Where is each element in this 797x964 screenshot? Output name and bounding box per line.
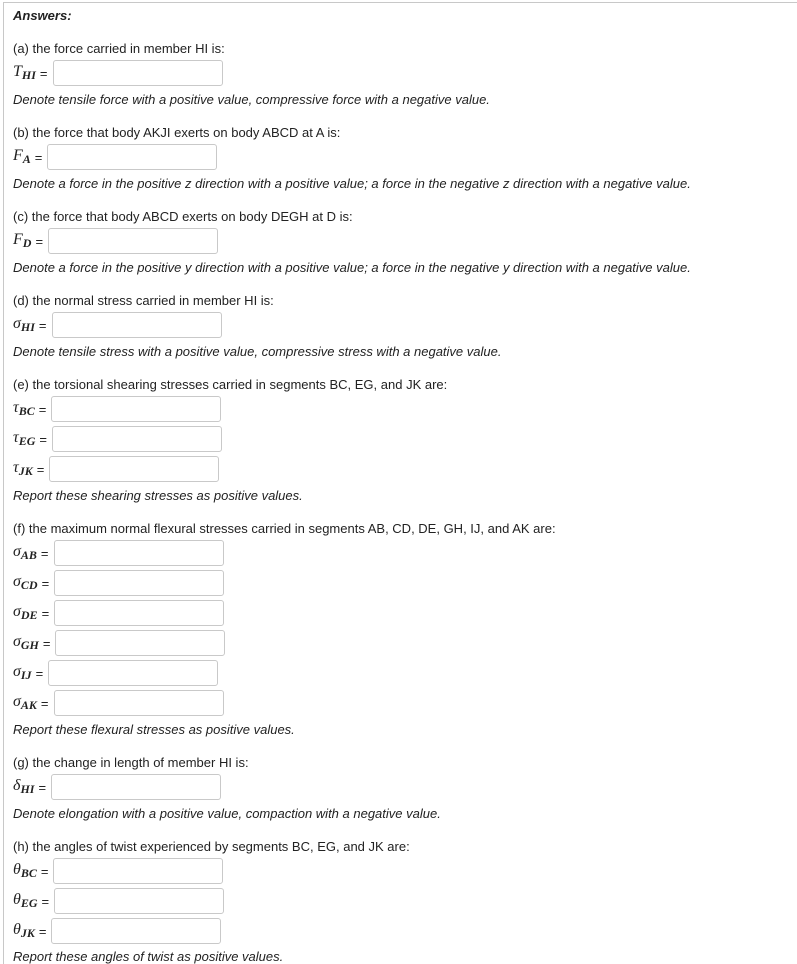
input-t-hi[interactable] [53, 60, 223, 86]
symbol-sigma-ak: $\sigma_{AK}$ [13, 693, 37, 712]
answer-row-sigma-hi: $\sigma_{HI}$ = [13, 311, 222, 339]
question-f: (f) the maximum normal flexural stresses carried in segments AB, CD, DE, GH, IJ, and AK are: [13, 521, 556, 536]
input-theta-jk[interactable] [51, 918, 221, 944]
question-e: (e) the torsional shearing stresses carried in segments BC, EG, and JK are: [13, 377, 448, 392]
answer-row-delta-hi: $\delta_{HI}$ = [13, 773, 221, 801]
answer-row-theta-jk: $\theta_{JK}$ = [13, 917, 221, 945]
answer-row-theta-bc: $\theta_{BC}$ = [13, 857, 223, 885]
note-g: Denote elongation with a positive value, compaction with a negative value. [13, 806, 441, 821]
answer-row-f-a: $F_A$ = [13, 143, 217, 171]
input-theta-bc[interactable] [53, 858, 223, 884]
symbol-f-a: $F_A$ [13, 147, 31, 166]
note-a: Denote tensile force with a positive value, compressive force with a negative value. [13, 92, 490, 107]
symbol-tau-eg: $\tau_{EG}$ [13, 429, 36, 448]
answer-row-tau-eg: $\tau_{EG}$ = [13, 425, 222, 453]
answer-row-theta-eg: $\theta_{EG}$ = [13, 887, 224, 915]
question-b: (b) the force that body AKJI exerts on body ABCD at A is: [13, 125, 341, 140]
answer-row-sigma-ab: $\sigma_{AB}$ = [13, 539, 224, 567]
symbol-theta-bc: $\theta_{BC}$ [13, 861, 37, 880]
input-tau-eg[interactable] [52, 426, 222, 452]
question-a: (a) the force carried in member HI is: [13, 41, 225, 56]
input-tau-jk[interactable] [49, 456, 219, 482]
symbol-theta-jk: $\theta_{JK}$ [13, 921, 35, 940]
symbol-sigma-de: $\sigma_{DE}$ [13, 603, 38, 622]
symbol-sigma-hi: $\sigma_{HI}$ [13, 315, 35, 334]
input-theta-eg[interactable] [54, 888, 224, 914]
note-d: Denote tensile stress with a positive value, compressive stress with a negative value. [13, 344, 502, 359]
symbol-sigma-ij: $\sigma_{IJ}$ [13, 663, 32, 682]
answer-row-sigma-gh: $\sigma_{GH}$ = [13, 629, 225, 657]
symbol-sigma-ab: $\sigma_{AB}$ [13, 543, 37, 562]
note-e: Report these shearing stresses as positive values. [13, 488, 303, 503]
answer-row-tau-jk: $\tau_{JK}$ = [13, 455, 219, 483]
question-c: (c) the force that body ABCD exerts on body DEGH at D is: [13, 209, 353, 224]
input-sigma-gh[interactable] [55, 630, 225, 656]
note-b: Denote a force in the positive z direction with a positive value; a force in the negative z direction with a negative value. [13, 176, 691, 191]
input-sigma-hi[interactable] [52, 312, 222, 338]
answer-row-sigma-cd: $\sigma_{CD}$ = [13, 569, 224, 597]
input-delta-hi[interactable] [51, 774, 221, 800]
question-h: (h) the angles of twist experienced by segments BC, EG, and JK are: [13, 839, 410, 854]
answers-header: Answers: [13, 8, 72, 23]
note-c: Denote a force in the positive y direction with a positive value; a force in the negative y direction with a negative value. [13, 260, 691, 275]
symbol-tau-bc: $\tau_{BC}$ [13, 399, 35, 418]
symbol-t-hi: $T_{HI}$ [13, 63, 36, 82]
input-tau-bc[interactable] [51, 396, 221, 422]
answer-row-sigma-ak: $\sigma_{AK}$ = [13, 689, 224, 717]
note-f: Report these flexural stresses as positive values. [13, 722, 295, 737]
symbol-tau-jk: $\tau_{JK}$ [13, 459, 33, 478]
answer-row-t-hi: $T_{HI}$ = [13, 59, 223, 87]
input-sigma-ak[interactable] [54, 690, 224, 716]
symbol-sigma-cd: $\sigma_{CD}$ [13, 573, 38, 592]
symbol-sigma-gh: $\sigma_{GH}$ [13, 633, 39, 652]
input-sigma-ij[interactable] [48, 660, 218, 686]
question-d: (d) the normal stress carried in member HI is: [13, 293, 274, 308]
answer-row-tau-bc: $\tau_{BC}$ = [13, 395, 221, 423]
answer-row-sigma-ij: $\sigma_{IJ}$ = [13, 659, 218, 687]
input-f-d[interactable] [48, 228, 218, 254]
answer-row-f-d: $F_D$ = [13, 227, 218, 255]
symbol-f-d: $F_D$ [13, 231, 32, 250]
symbol-delta-hi: $\delta_{HI}$ [13, 777, 35, 796]
input-sigma-de[interactable] [54, 600, 224, 626]
note-h: Report these angles of twist as positive values. [13, 949, 284, 964]
input-f-a[interactable] [47, 144, 217, 170]
question-g: (g) the change in length of member HI is: [13, 755, 249, 770]
input-sigma-ab[interactable] [54, 540, 224, 566]
input-sigma-cd[interactable] [54, 570, 224, 596]
symbol-theta-eg: $\theta_{EG}$ [13, 891, 38, 910]
answer-row-sigma-de: $\sigma_{DE}$ = [13, 599, 224, 627]
